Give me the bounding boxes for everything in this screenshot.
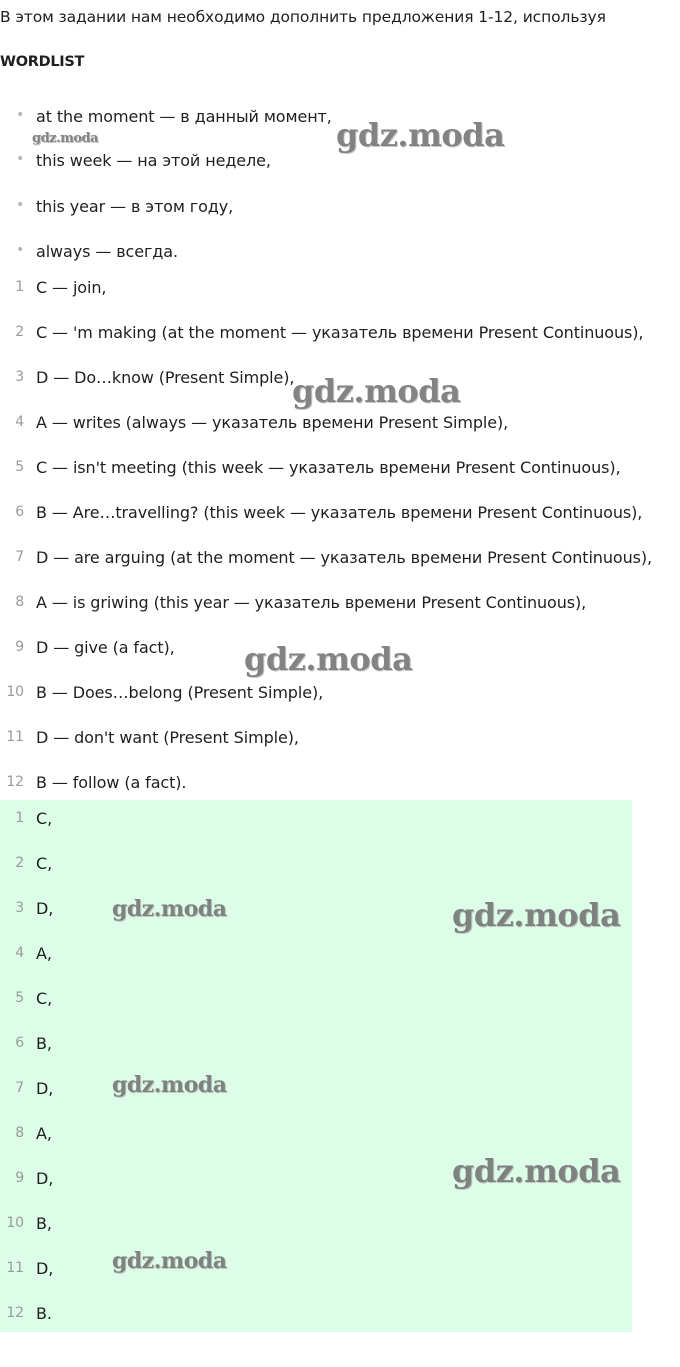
watermark-logo: gdz.moda (244, 640, 413, 678)
explanation-text: C — join, (36, 278, 107, 297)
answer-text: D, (36, 899, 54, 918)
wordlist-heading: WORDLIST (0, 54, 85, 70)
item-number: 10 (6, 1215, 24, 1231)
item-number: 6 (15, 504, 24, 520)
item-number: 4 (15, 945, 24, 961)
wordlist-item-text: at the moment — в данный момент, (36, 107, 332, 126)
item-number: 5 (15, 990, 24, 1006)
explanation-text: A — writes (always — указатель времени Present Simple), (36, 413, 509, 432)
bullet-icon: • (16, 151, 25, 167)
answers-block (0, 800, 632, 1332)
item-number: 8 (15, 1125, 24, 1141)
item-number: 3 (15, 369, 24, 385)
answer-text: A, (36, 1124, 52, 1143)
watermark-logo: gdz.moda (112, 896, 227, 922)
item-number: 11 (6, 1260, 24, 1276)
explanation-text: B — Does…belong (Present Simple), (36, 683, 324, 702)
explanation-text: C — isn't meeting (this week — указатель времени Present Continuous), (36, 458, 621, 477)
answer-text: D, (36, 1079, 54, 1098)
item-number: 11 (6, 729, 24, 745)
item-number: 12 (6, 774, 24, 790)
item-number: 2 (15, 324, 24, 340)
item-number: 6 (15, 1035, 24, 1051)
bullet-icon: • (16, 197, 25, 213)
explanation-text: B — Are…travelling? (this week — указатель времени Present Continuous), (36, 503, 643, 522)
answer-text: B, (36, 1034, 52, 1053)
explanation-text: D — Do…know (Present Simple), (36, 368, 295, 387)
bullet-icon: • (16, 107, 25, 123)
item-number: 8 (15, 594, 24, 610)
bullet-icon: • (16, 242, 25, 258)
explanation-text: B — follow (a fact). (36, 773, 187, 792)
item-number: 3 (15, 900, 24, 916)
watermark-logo: gdz.moda (112, 1072, 227, 1098)
item-number: 9 (15, 1170, 24, 1186)
answer-text: D, (36, 1169, 54, 1188)
answer-text: C, (36, 989, 53, 1008)
watermark-logo: gdz.moda (336, 116, 505, 154)
wordlist-item-text: this year — в этом году, (36, 197, 234, 216)
answer-text: A, (36, 944, 52, 963)
item-number: 12 (6, 1305, 24, 1321)
item-number: 1 (15, 810, 24, 826)
item-number: 5 (15, 459, 24, 475)
item-number: 4 (15, 414, 24, 430)
watermark-logo: gdz.moda (452, 896, 621, 934)
item-number: 7 (15, 1080, 24, 1096)
wordlist-item-text: always — всегда. (36, 242, 178, 261)
watermark-logo: gdz.moda (292, 372, 461, 410)
watermark-logo: gdz.moda (32, 131, 99, 146)
wordlist-item-text: this week — на этой неделе, (36, 151, 271, 170)
intro-text: В этом задании нам необходимо дополнить предложения 1-12, используя (0, 8, 606, 26)
answer-text: B. (36, 1304, 52, 1323)
explanation-text: D — are arguing (at the moment — указатель времени Present Continuous), (36, 548, 652, 567)
answer-text: B, (36, 1214, 52, 1233)
explanation-text: A — is griwing (this year — указатель времени Present Continuous), (36, 593, 587, 612)
item-number: 9 (15, 639, 24, 655)
item-number: 10 (6, 684, 24, 700)
answer-text: C, (36, 854, 53, 873)
explanation-text: D — give (a fact), (36, 638, 175, 657)
answer-text: C, (36, 809, 53, 828)
item-number: 7 (15, 549, 24, 565)
explanation-text: D — don't want (Present Simple), (36, 728, 299, 747)
item-number: 1 (15, 279, 24, 295)
item-number: 2 (15, 855, 24, 871)
watermark-logo: gdz.moda (452, 1152, 621, 1190)
explanation-text: C — 'm making (at the moment — указатель времени Present Continuous), (36, 323, 644, 342)
watermark-logo: gdz.moda (112, 1248, 227, 1274)
answer-text: D, (36, 1259, 54, 1278)
